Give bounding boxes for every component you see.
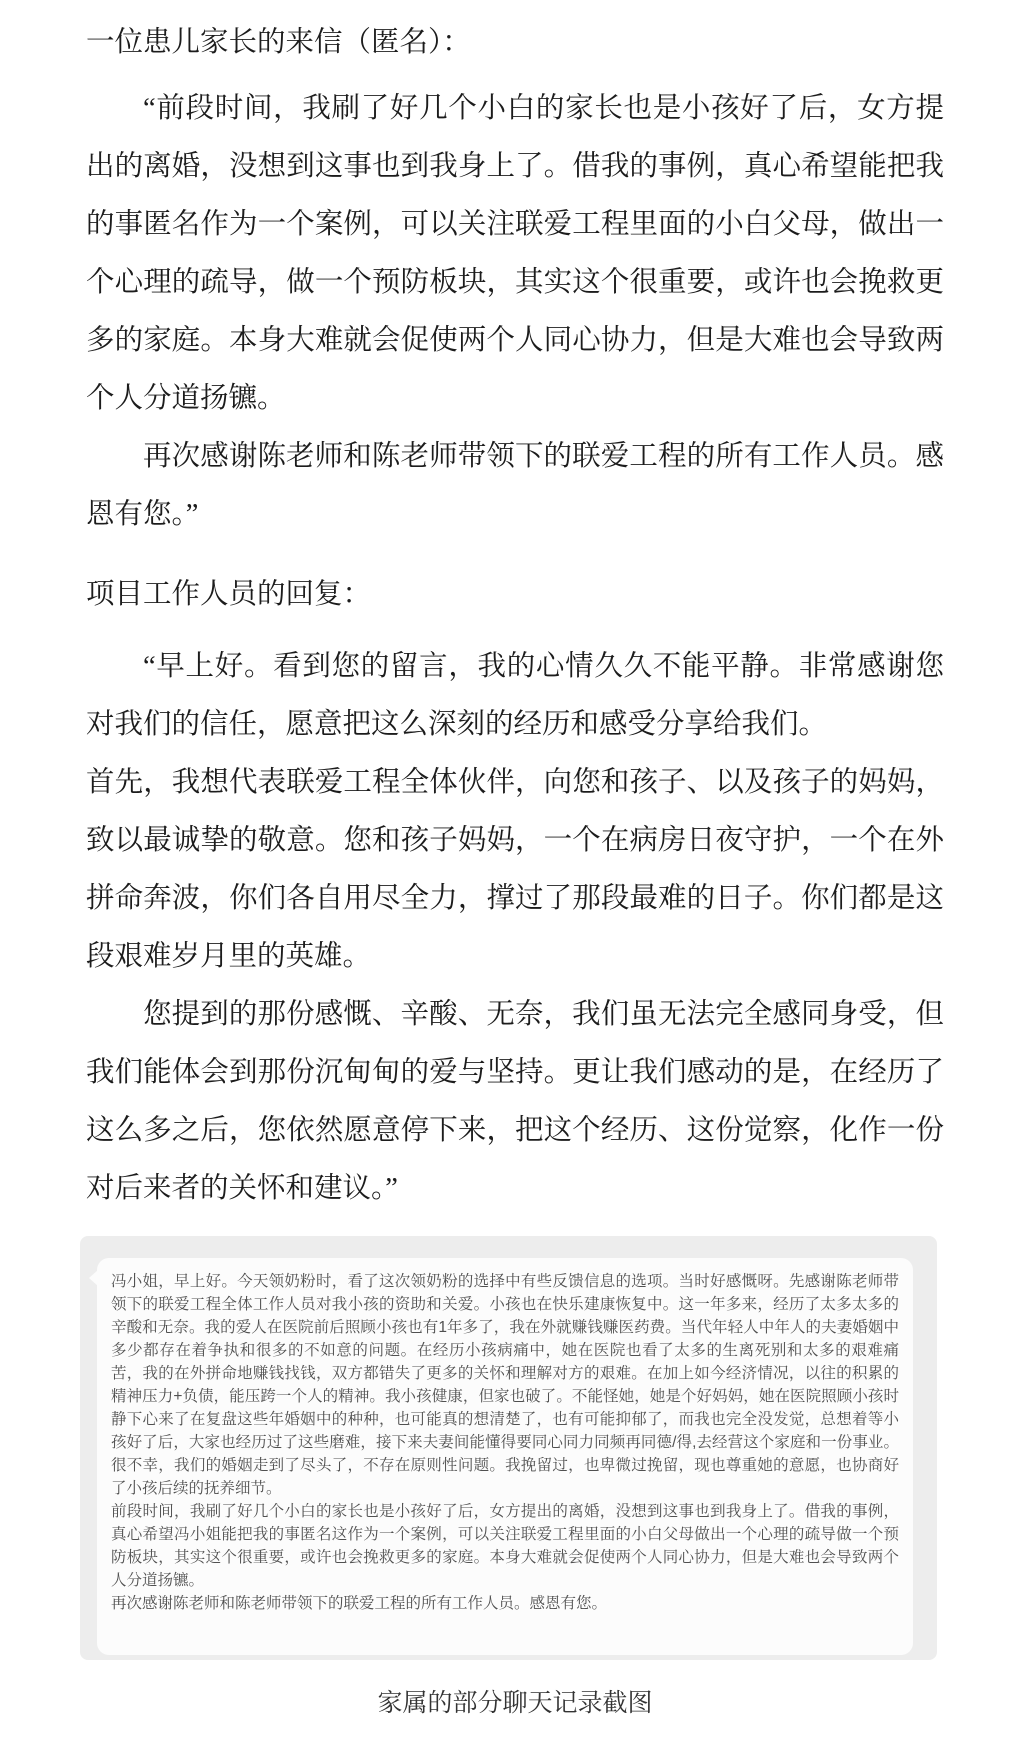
reply-heading: 项目工作人员的回复： [86, 579, 372, 610]
bubble-tail [89, 1270, 98, 1286]
reply-paragraph-2: 首先，我想代表联爱工程全体伙伴，向您和孩子、以及孩子的妈妈，致以最诚挚的敬意。您和孩子妈妈，一个在病房日夜守护，一个在外拼命奔波，你们各自用尽全力，撑过了那段最难的日子。你们都是这段艰难岁月里的英雄。 [86, 767, 944, 972]
chat-message-paragraph-2: 前段时间，我刷了好几个小白的家长也是小孩好了后，女方提出的离婚，没想到这事也到我身上了。借我的事例，真心希望冯小姐能把我的事匿名这作为一个案例，可以关注联爱工程里面的小白父母做出一个心理的疏导做一个预防板块，其实这个很重要，或许也会挽救更多的家庭。本身大难就会促使两个人同心协力，但是大难也会导致两个人分道扬镳。 [111, 1503, 899, 1589]
letter-heading: 一位患儿家长的来信（匿名）： [86, 27, 471, 58]
letter-paragraph-1: “前段时间，我刷了好几个小白的家长也是小孩好了后，女方提出的离婚，没想到这事也到我身上了。借我的事例，真心希望能把我的事匿名作为一个案例，可以关注联爱工程里面的小白父母，做出一个心理的疏导，做一个预防板块，其实这个很重要，或许也会挽救更多的家庭。本身大难就会促使两个人同心协力，但是大难也会导致两个人分道扬镳。 [86, 93, 944, 414]
chat-message-paragraph-1: 冯小姐，早上好。今天领奶粉时，看了这次领奶粉的选择中有些反馈信息的选项。当时好感慨呀。先感谢陈老师带领下的联爱工程全体工作人员对我小孩的资助和关爱。小孩也在快乐建康恢复中。这一年多来，经历了太多太多的辛酸和无奈。我的爱人在医院前后照顾小孩也有1年多了，我在外就赚钱赚医药费。当代年轻人中年人的夫妻婚姻中多少都存在着争执和很多的不如意的问题。在经历小孩病痛中，她在医院也看了太多的生离死别和太多的艰难痛苦，我的在外拼命地赚钱找钱，双方都错失了更多的关怀和理解对方的艰难。在加上如今经济情况，以往的积累的精神压力+负债，能压跨一个人的精神。我小孩健康，但家也破了。不能怪她，她是个好妈妈，她在医院照顾小孩时静下心来了在复盘这些年婚姻中的种种，也可能真的想清楚了，也有可能抑郁了，而我也完全没发觉，总想着等小孩好了后，大家也经历过了这些磨难，接下来夫妻间能懂得要同心同力同频再同德/得,去经营这个家庭和一份事业。很不幸，我们的婚姻走到了尽头了，不存在原则性问题。我挽留过，也卑微过挽留，现也尊重她的意愿，也协商好了小孩后续的抚养细节。 [111, 1273, 899, 1497]
image-caption: 家属的部分聊天记录截图 [377, 1690, 653, 1717]
chat-message-paragraph-3: 再次感谢陈老师和陈老师带领下的联爱工程的所有工作人员。感恩有您。 [111, 1595, 608, 1612]
chat-bubble [97, 1258, 913, 1655]
letter-paragraph-2: 再次感谢陈老师和陈老师带领下的联爱工程的所有工作人员。感恩有您。” [86, 441, 944, 530]
chat-screenshot [80, 1236, 937, 1660]
reply-paragraph-1: “早上好。看到您的留言，我的心情久久不能平静。非常感谢您对我们的信任，愿意把这么深刻的经历和感受分享给我们。 [86, 651, 944, 740]
reply-paragraph-3: 您提到的那份感慨、辛酸、无奈，我们虽无法完全感同身受，但我们能体会到那份沉甸甸的爱与坚持。更让我们感动的是，在经历了这么多之后，您依然愿意停下来，把这个经历、这份觉察，化作一份对后来者的关怀和建议。” [86, 999, 944, 1204]
